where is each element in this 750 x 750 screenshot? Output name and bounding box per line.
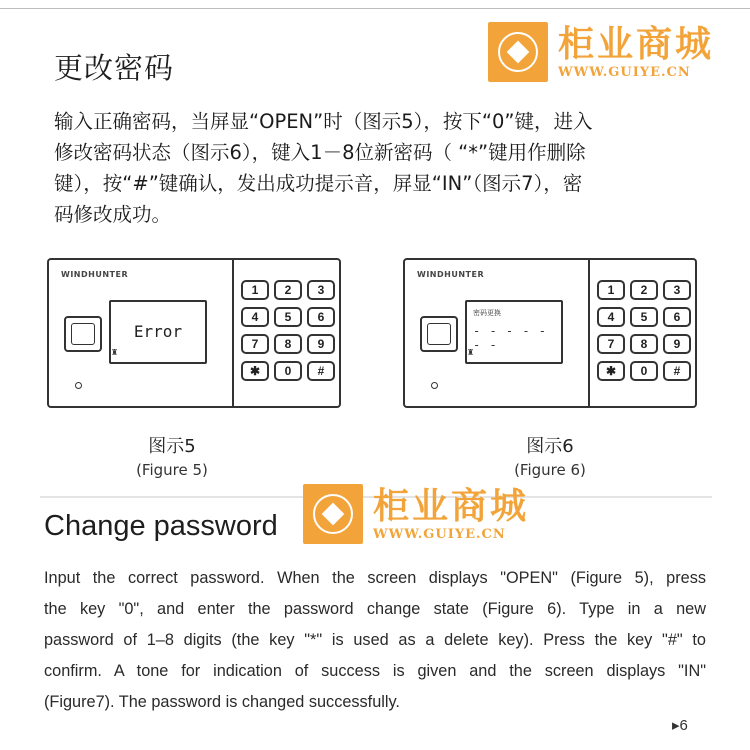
key-9: 9 [307,334,335,354]
brand-label: WINDHUNTER [417,270,485,279]
watermark-middle [303,484,529,544]
english-line: Input the correct password. When the screen displays "OPEN" (Figure 5), press [44,569,706,587]
key-9: 9 [663,334,691,354]
key-0: 0 [274,361,302,381]
chinese-line: 修改密码状态（图示6），键入1－8位新密码（ “*”键用作删除 [54,141,586,164]
key-1: 1 [241,280,269,300]
caption-chinese: 图示6 [526,436,574,457]
guiye-logo-icon [488,22,548,82]
key-8: 8 [630,334,658,354]
key-2: 2 [630,280,658,300]
safe-panel-figure-6 [403,258,697,408]
key-6: 6 [307,307,335,327]
watermark-name: 柜业商城 [373,485,530,527]
display-screen [109,300,207,364]
caption-english: (Figure 6) [514,461,586,479]
caption-english: (Figure 5) [136,461,208,479]
keypad [241,280,335,381]
watermark-url: WWW.GUIYE.CN [373,526,506,542]
key-7: 7 [241,334,269,354]
tag-icon: ♜ [111,348,119,357]
brand-label: WINDHUNTER [61,270,129,279]
english-line: (Figure7). The password is changed successfully. [44,693,400,711]
key-5: 5 [630,307,658,327]
page-number: ▸6 [672,717,688,734]
english-section-title: Change password [44,510,278,542]
key-0: 0 [630,361,658,381]
led-indicator-icon [75,382,82,389]
chinese-section-title: 更改密码 [54,51,175,85]
figure-6-caption [470,432,630,479]
chinese-line: 码修改成功。 [54,203,172,226]
safe-panel-figure-5 [47,258,341,408]
watermark-name: 柜业商城 [558,23,715,65]
key-star: ✱ [597,361,625,381]
led-indicator-icon [431,382,438,389]
panel-divider [232,260,234,406]
key-3: 3 [307,280,335,300]
chinese-instructions [54,106,704,230]
key-2: 2 [274,280,302,300]
key-star: ✱ [241,361,269,381]
caption-chinese: 图示5 [148,436,196,457]
key-hash: # [307,361,335,381]
english-line: the key "0", and enter the password change state (Figure 6). Type in a new [44,600,706,618]
screen-message: Error [133,322,183,341]
fingerprint-sensor-icon [420,316,458,352]
english-line: password of 1–8 digits (the key "*" is used as a delete key). Press the key "#" to [44,631,706,649]
key-8: 8 [274,334,302,354]
figure-5-caption [92,432,252,479]
panel-divider [588,260,590,406]
key-1: 1 [597,280,625,300]
watermark-url: WWW.GUIYE.CN [558,64,691,80]
fingerprint-sensor-icon [64,316,102,352]
display-screen [465,300,563,364]
key-hash: # [663,361,691,381]
key-3: 3 [663,280,691,300]
chinese-line: 键），按“#”键确认，发出成功提示音，屏显“IN”（图示7），密 [54,172,583,195]
guiye-logo-icon [303,484,363,544]
watermark-top [488,22,714,82]
screen-title: 密码更换 [473,309,501,317]
key-7: 7 [597,334,625,354]
screen-dashes: - - - - - - - [473,324,548,352]
keypad [597,280,691,381]
tag-icon: ♜ [467,348,475,357]
top-rule [0,8,750,9]
chinese-line: 输入正确密码，当屏显“OPEN”时（图示5），按下“0”键，进入 [54,110,593,133]
english-instructions [44,563,706,718]
key-4: 4 [597,307,625,327]
key-5: 5 [274,307,302,327]
key-6: 6 [663,307,691,327]
english-line: confirm. A tone for indication of success is given and the screen displays "IN" [44,662,706,680]
key-4: 4 [241,307,269,327]
